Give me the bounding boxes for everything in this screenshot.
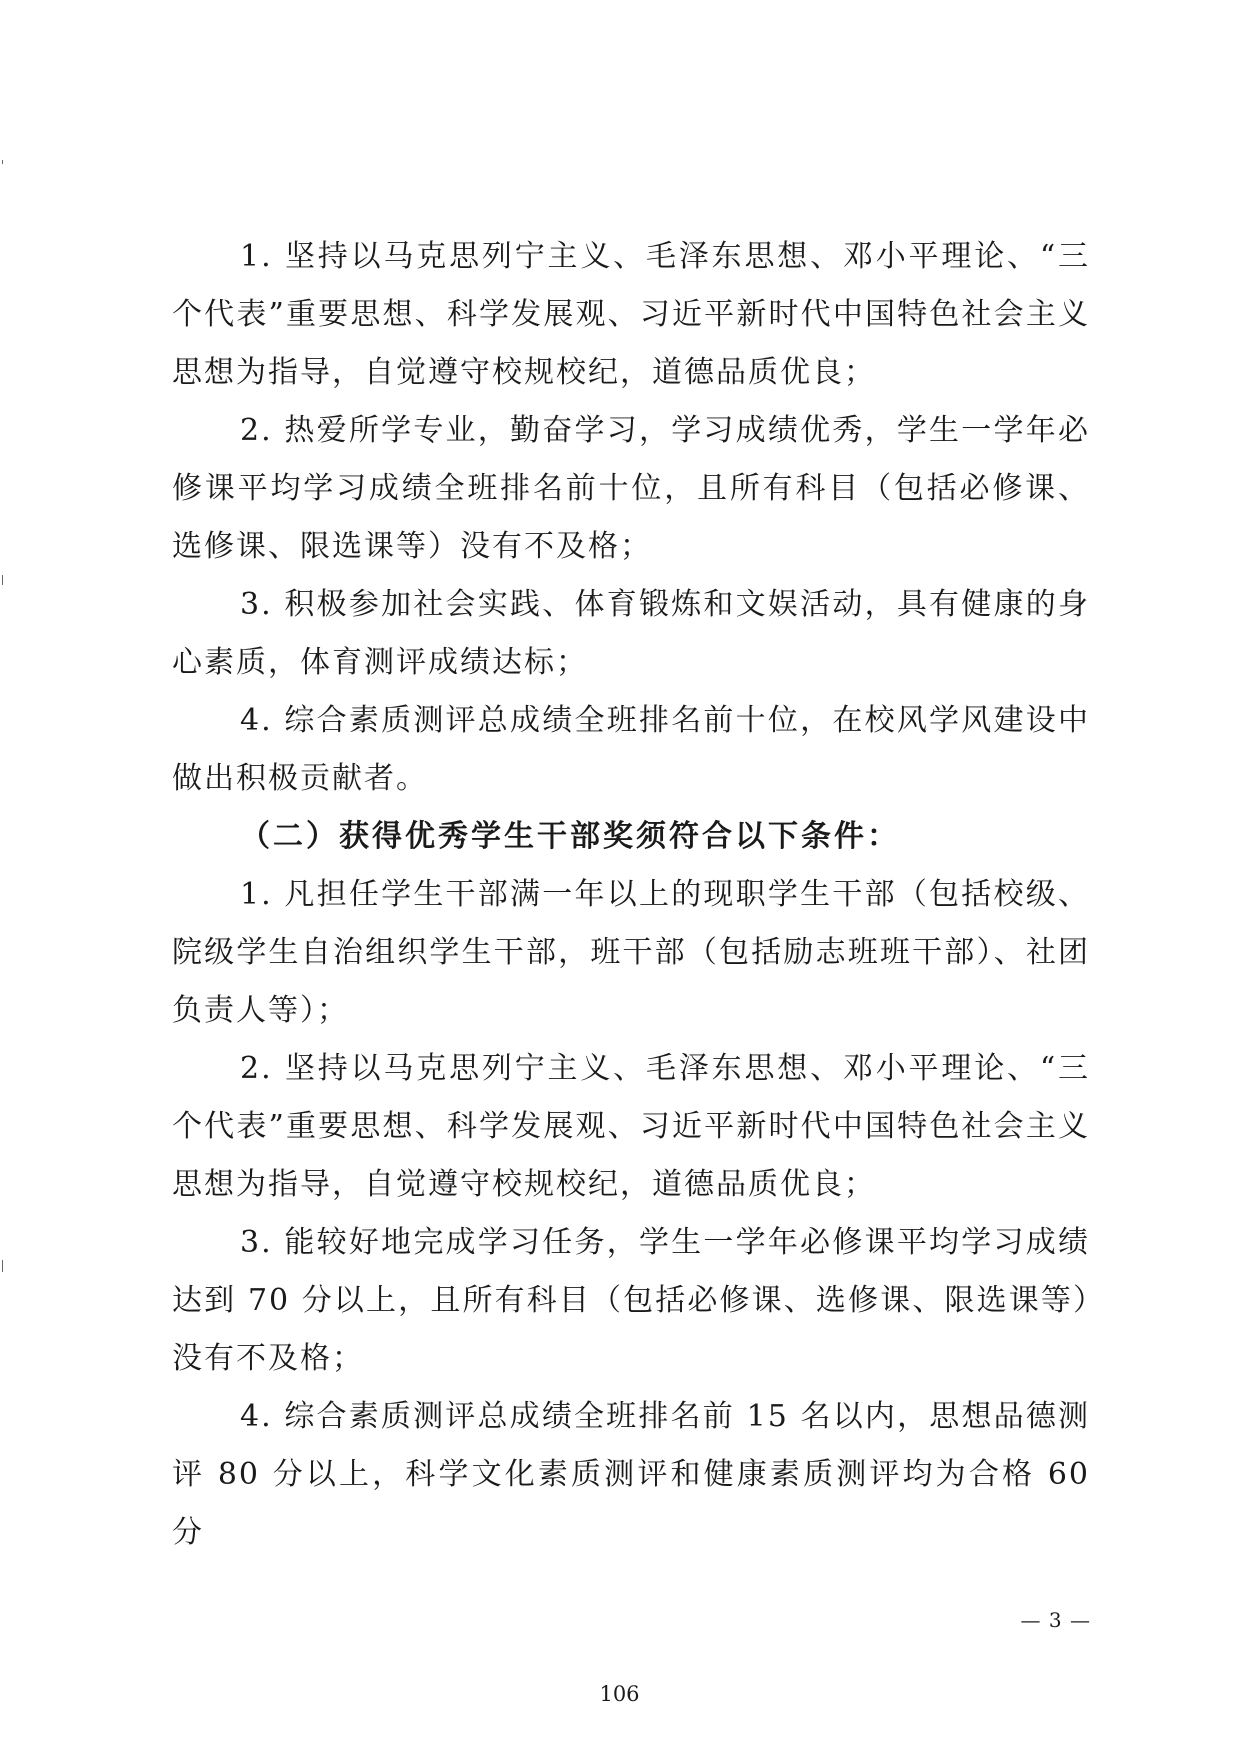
section-heading: （二）获得优秀学生干部奖须符合以下条件： (240, 819, 900, 854)
print-page-number: 106 (599, 1682, 640, 1706)
paragraph-cadre-criterion-3: 3. 能较好地完成学习任务，学生一学年必修课平均学习成绩达到 70 分以上，且所有科目（包括必修课、选修课、限选课等）没有不及格； (172, 1225, 1090, 1376)
paragraph-criterion-4: 4. 综合素质测评总成绩全班排名前十位，在校风学风建设中做出积极贡献者。 (172, 703, 1090, 796)
paragraph-criterion-2: 2. 热爱所学专业，勤奋学习，学习成绩优秀，学生一学年必修课平均学习成绩全班排名前十位，且所有科目（包括必修课、选修课、限选课等）没有不及格； (172, 413, 1090, 564)
document-body (172, 228, 1090, 1562)
paragraph-cadre-criterion-2: 2. 坚持以马克思列宁主义、毛泽东思想、邓小平理论、“三个代表”重要思想、科学发展观、习近平新时代中国特色社会主义思想为指导，自觉遵守校规校纪，道德品质优良； (172, 1051, 1090, 1202)
scan-edge-mark (2, 575, 3, 585)
scan-edge-mark (2, 1260, 3, 1272)
page-number-marker: — 3 — (1020, 1608, 1091, 1632)
paragraph-cadre-criterion-4: 4. 综合素质测评总成绩全班排名前 15 名以内，思想品德测评 80 分以上，科学文化素质测评和健康素质测评均为合格 60 分 (172, 1399, 1090, 1550)
paragraph-cadre-criterion-1: 1. 凡担任学生干部满一年以上的现职学生干部（包括校级、院级学生自治组织学生干部，班干部（包括励志班班干部）、社团负责人等）； (172, 877, 1090, 1028)
paragraph-criterion-1: 1. 坚持以马克思列宁主义、毛泽东思想、邓小平理论、“三个代表”重要思想、科学发展观、习近平新时代中国特色社会主义思想为指导，自觉遵守校规校纪，道德品质优良； (172, 239, 1090, 390)
paragraph-criterion-3: 3. 积极参加社会实践、体育锻炼和文娱活动，具有健康的身心素质，体育测评成绩达标； (172, 587, 1090, 680)
scan-edge-mark (2, 160, 3, 164)
